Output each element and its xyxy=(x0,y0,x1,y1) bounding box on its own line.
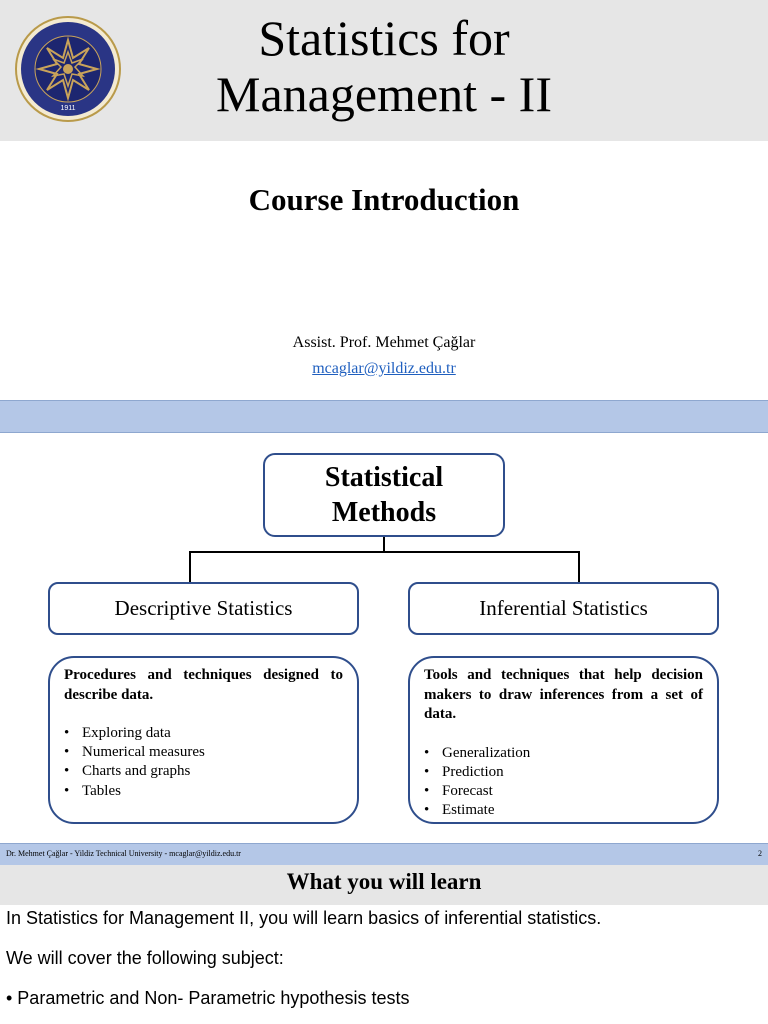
list-item: • Charts and graphs xyxy=(64,762,343,781)
inferential-statistics-node: Inferential Statistics xyxy=(408,582,719,635)
page-number: 2 xyxy=(758,849,762,858)
email-row xyxy=(0,360,768,378)
list-item: • Forecast xyxy=(424,782,703,801)
author-name: Assist. Prof. Mehmet Çağlar xyxy=(292,334,476,351)
slide3-title: What you will learn xyxy=(286,869,482,894)
descriptive-statistics-node: Descriptive Statistics xyxy=(48,582,359,635)
university-seal-icon xyxy=(15,16,121,122)
inferential-details-box xyxy=(408,656,719,824)
course-subtitle: Course Introduction xyxy=(248,182,520,217)
connector-vertical-root xyxy=(383,537,385,552)
connector-vertical-right xyxy=(578,551,580,582)
list-item: • Estimate xyxy=(424,801,703,820)
title-line-1: Statistics for xyxy=(258,10,510,66)
list-item: • Exploring data xyxy=(64,724,343,743)
list-item: • Numerical measures xyxy=(64,743,343,762)
inferential-bullet-list xyxy=(424,744,703,821)
list-item: • Prediction xyxy=(424,763,703,782)
list-item: • Tables xyxy=(64,782,343,801)
presentation-title xyxy=(150,10,618,122)
slide-footer xyxy=(0,843,768,865)
connector-vertical-left xyxy=(189,551,191,582)
root-node-line-2: Methods xyxy=(331,497,437,528)
svg-text:1911: 1911 xyxy=(60,105,76,112)
root-node-line-1: Statistical xyxy=(324,462,444,493)
inferential-definition: Tools and techniques that help decision makers to draw inferences from a set of data. xyxy=(424,667,703,722)
slide3-intro-text: In Statistics for Management II, you will learn basics of inferential statistics. xyxy=(6,908,602,928)
slide3-bullet-item: • Parametric and Non- Parametric hypothesis tests xyxy=(6,988,410,1008)
email-link[interactable]: mcaglar@yildiz.edu.tr xyxy=(312,360,456,377)
title-line-2: Management - II xyxy=(216,66,552,122)
descriptive-bullet-list xyxy=(64,724,343,801)
descriptive-definition: Procedures and techniques designed to describe data. xyxy=(64,667,343,703)
slide-divider-band xyxy=(0,400,768,433)
connector-horizontal xyxy=(189,551,580,553)
footer-credit: Dr. Mehmet Çağlar - Yildiz Technical University - mcaglar@yildiz.edu.tr xyxy=(6,849,241,858)
slide3-subject-lead: We will cover the following subject: xyxy=(6,948,284,968)
descriptive-details-box xyxy=(48,656,359,824)
list-item: • Generalization xyxy=(424,744,703,763)
root-node-statistical-methods xyxy=(263,453,505,537)
